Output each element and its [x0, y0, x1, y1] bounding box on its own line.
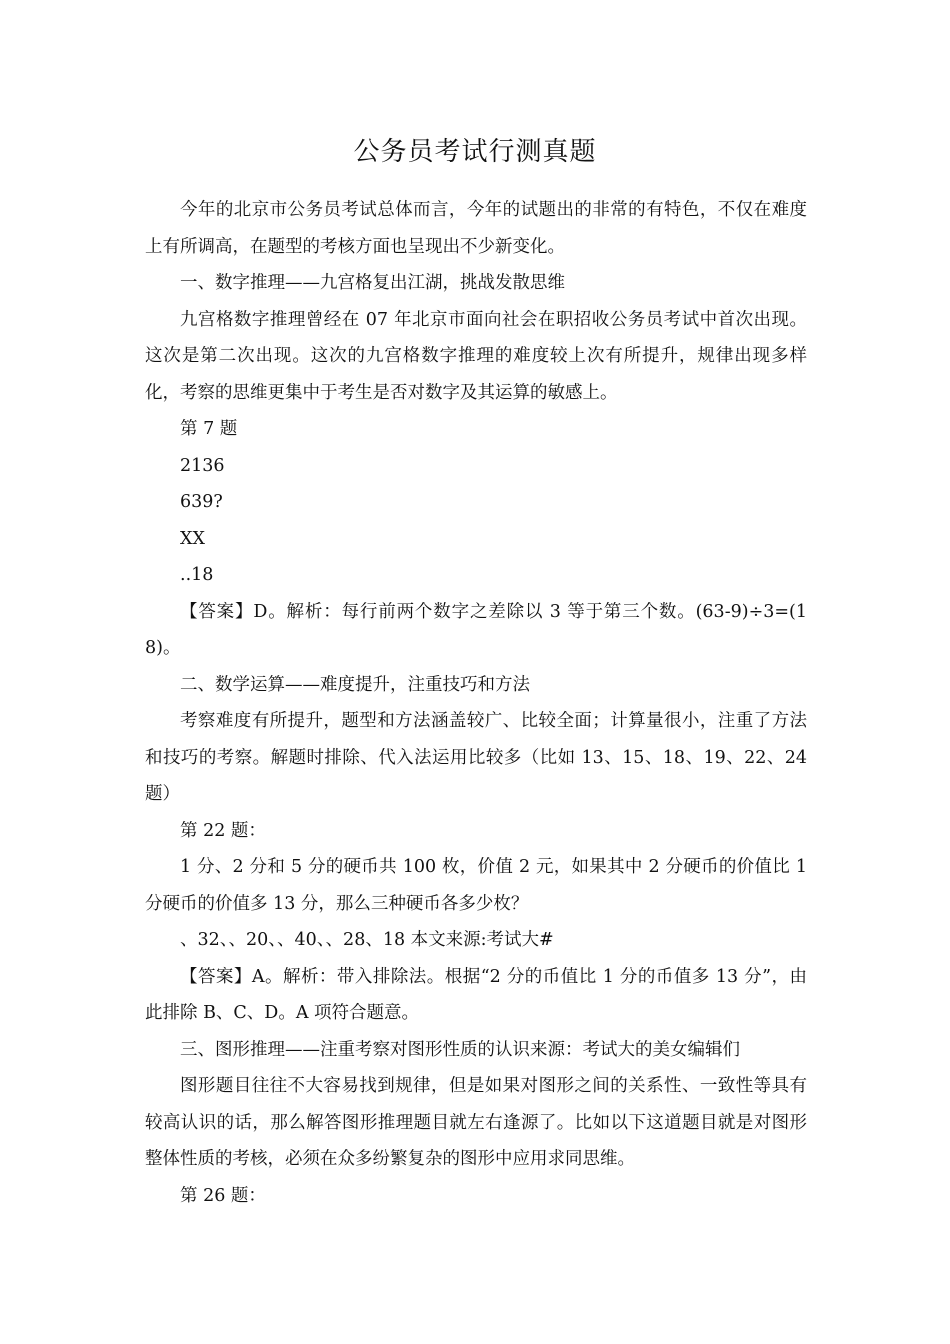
- document-title: 公务员考试行测真题: [353, 137, 597, 167]
- paragraph-intro: 今年的北京市公务员考试总体而言，今年的试题出的非常的有特色，不仅在难度上有所调高，在题型的考核方面也呈现出不少新变化。: [145, 200, 807, 257]
- puzzle-row-1: 2136: [180, 455, 225, 476]
- paragraph-figure-overview: 图形题目往往不大容易找到规律，但是如果对图形之间的关系性、一致性等具有较高认识的话，那么解答图形推理题目就左右逢源了。比如以下这道题目就是对图形整体性质的考核，必须在众多纷繁复杂的图形中应用求同思维。: [145, 1076, 807, 1169]
- question-label-26: 第 26 题：: [180, 1185, 266, 1206]
- answer-7: 【答案】D。解析：每行前两个数字之差除以 3 等于第三个数。(63-9)÷3=(18)。: [145, 601, 807, 658]
- paragraph-grid-puzzle: 九宫格数字推理曾经在 07 年北京市面向社会在职招收公务员考试中首次出现。这次是第二次出现。这次的九宫格数字推理的难度较上次有所提升，规律出现多样化，考察的思维更集中于考生是否对数字及其运算的敏感上。: [145, 309, 807, 403]
- puzzle-row-2: 639?: [180, 492, 223, 512]
- question-22-options: 、32、、20、、40、、28、18 本文来源:考试大#: [180, 930, 554, 950]
- question-label-22: 第 22 题：: [180, 820, 266, 841]
- section-heading-number-reasoning: 一、数字推理——九宫格复出江湖，挑战发散思维: [180, 273, 565, 293]
- document-body: [145, 192, 807, 1214]
- puzzle-row-3: XX: [180, 528, 205, 549]
- paragraph-math-overview: 考察难度有所提升，题型和方法涵盖较广、比较全面；计算量很小，注重了方法和技巧的考察。解题时排除、代入法运用比较多（比如 13、15、18、19、22、24 题）: [145, 711, 807, 804]
- puzzle-row-4: ..18: [180, 565, 214, 585]
- section-heading-figure: 三、图形推理——注重考察对图形性质的认识来源：考试大的美女编辑们: [180, 1039, 740, 1060]
- question-label-7: 第 7 题: [180, 419, 238, 439]
- answer-22: 【答案】A。解析：带入排除法。根据“2 分的币值比 1 分的币值多 13 分”，由此排除 B、C、D。A 项符合题意。: [145, 966, 807, 1023]
- section-heading-math: 二、数学运算——难度提升，注重技巧和方法: [180, 674, 530, 695]
- question-22-text: 1 分、2 分和 5 分的硬币共 100 枚，价值 2 元，如果其中 2 分硬币的价值比 1 分硬币的价值多 13 分，那么三种硬币各多少枚？: [145, 857, 807, 914]
